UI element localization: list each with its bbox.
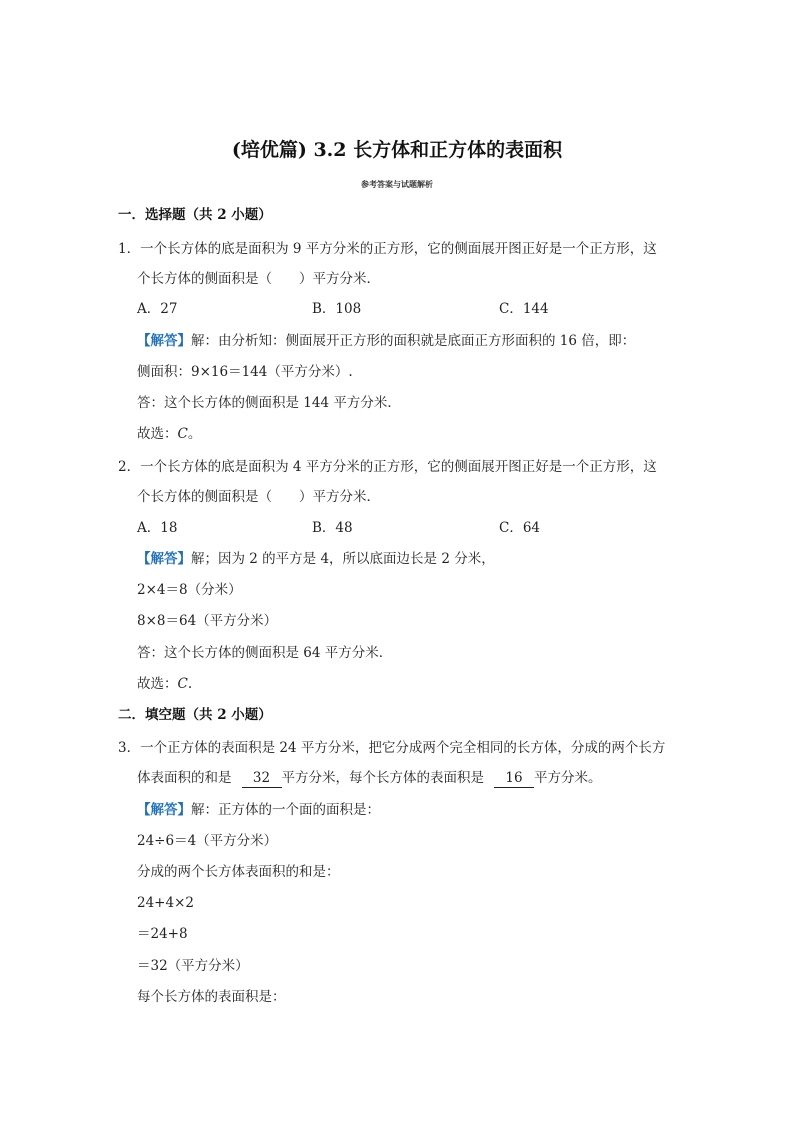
q2-answer-text: 解；因为 2 的平方是 4，所以底面边长是 2 分米， [191, 551, 495, 567]
q2-answer-line1 [137, 550, 495, 568]
q1-text-line1: 1．一个长方体的底是面积为 9 平方分米的正方形，它的侧面展开图正好是一个正方形，这 [118, 241, 657, 257]
page-subtitle: 参考答案与试题解析 [361, 179, 433, 189]
q1-choice-end: 。 [187, 426, 202, 442]
q3-answer-line7: 每个长方体的表面积是： [137, 989, 286, 1005]
q1-choose-label: 故选： [137, 426, 178, 442]
q1-text-line2: 个长方体的侧面积是（ ）平方分米． [137, 271, 380, 287]
q3-answer-line4: 24+4×2 [137, 895, 194, 911]
q3-answer-line6: ＝32（平方分米） [137, 958, 249, 974]
q3-answer-line2: 24÷6＝4（平方分米） [137, 833, 278, 849]
q1-answer-line4 [137, 425, 201, 443]
q2-text-line2: 个长方体的侧面积是（ ）平方分米． [137, 489, 380, 505]
q2-option-a: A．18 [137, 520, 178, 536]
q2-choice-end: . [187, 676, 193, 692]
q2-option-c: C．64 [499, 520, 541, 536]
q2-text-line1: 2．一个长方体的底是面积为 4 平方分米的正方形，它的侧面展开图正好是一个正方形，这 [118, 459, 657, 475]
q2-answer-line5 [137, 675, 192, 693]
q3-answer-line3: 分成的两个长方体表面积的和是： [137, 864, 340, 880]
q3-text-line2 [137, 769, 602, 788]
section-heading-fill: 二．填空题（共 2 小题） [118, 707, 272, 723]
q3-blank-2: 16 [494, 769, 534, 788]
q1-option-b: B．108 [312, 301, 362, 317]
q2-answer-line3: 8×8＝64（平方分米） [137, 613, 278, 629]
q1-answer-line3: 答：这个长方体的侧面积是 144 平方分米． [137, 395, 401, 411]
q1-answer-text: 解：由分析知：侧面展开正方形的面积就是底面正方形面积的 16 倍，即： [191, 333, 636, 349]
q1-answer-tag: 【解答】 [137, 333, 191, 349]
q3-answer-line1 [137, 801, 380, 819]
q2-answer-line2: 2×4＝8（分米） [137, 582, 242, 598]
q2-choice: C [177, 676, 188, 692]
section-heading-choice: 一．选择题（共 2 小题） [118, 207, 272, 223]
page-title: (培优篇) 3.2 长方体和正方体的表面积 [231, 139, 563, 161]
q3-answer-tag: 【解答】 [137, 802, 191, 818]
q3-blank-1: 32 [242, 769, 282, 788]
q1-answer-line1 [137, 332, 635, 350]
q3-text-part-a: 体表面积的和是 [137, 770, 232, 786]
q2-answer-tag: 【解答】 [137, 551, 191, 567]
q2-option-b: B．48 [312, 520, 353, 536]
q3-text-part-c: 平方分米。 [534, 770, 602, 786]
q1-option-a: A．27 [137, 301, 178, 317]
q1-choice: C [177, 426, 188, 442]
q1-answer-line2: 侧面积：9×16＝144（平方分米）. [137, 364, 353, 380]
q3-text-part-b: 平方分米，每个长方体的表面积是 [281, 770, 484, 786]
q3-answer-line5: ＝24+8 [137, 926, 188, 942]
q3-answer-text: 解：正方体的一个面的面积是： [191, 802, 380, 818]
q1-option-c: C．144 [499, 301, 549, 317]
q2-answer-line4: 答：这个长方体的侧面积是 64 平方分米． [137, 645, 393, 661]
q2-choose-label: 故选： [137, 676, 178, 692]
q3-text-line1: 3．一个正方体的表面积是 24 平方分米，把它分成两个完全相同的长方体，分成的两个长方 [118, 740, 666, 756]
